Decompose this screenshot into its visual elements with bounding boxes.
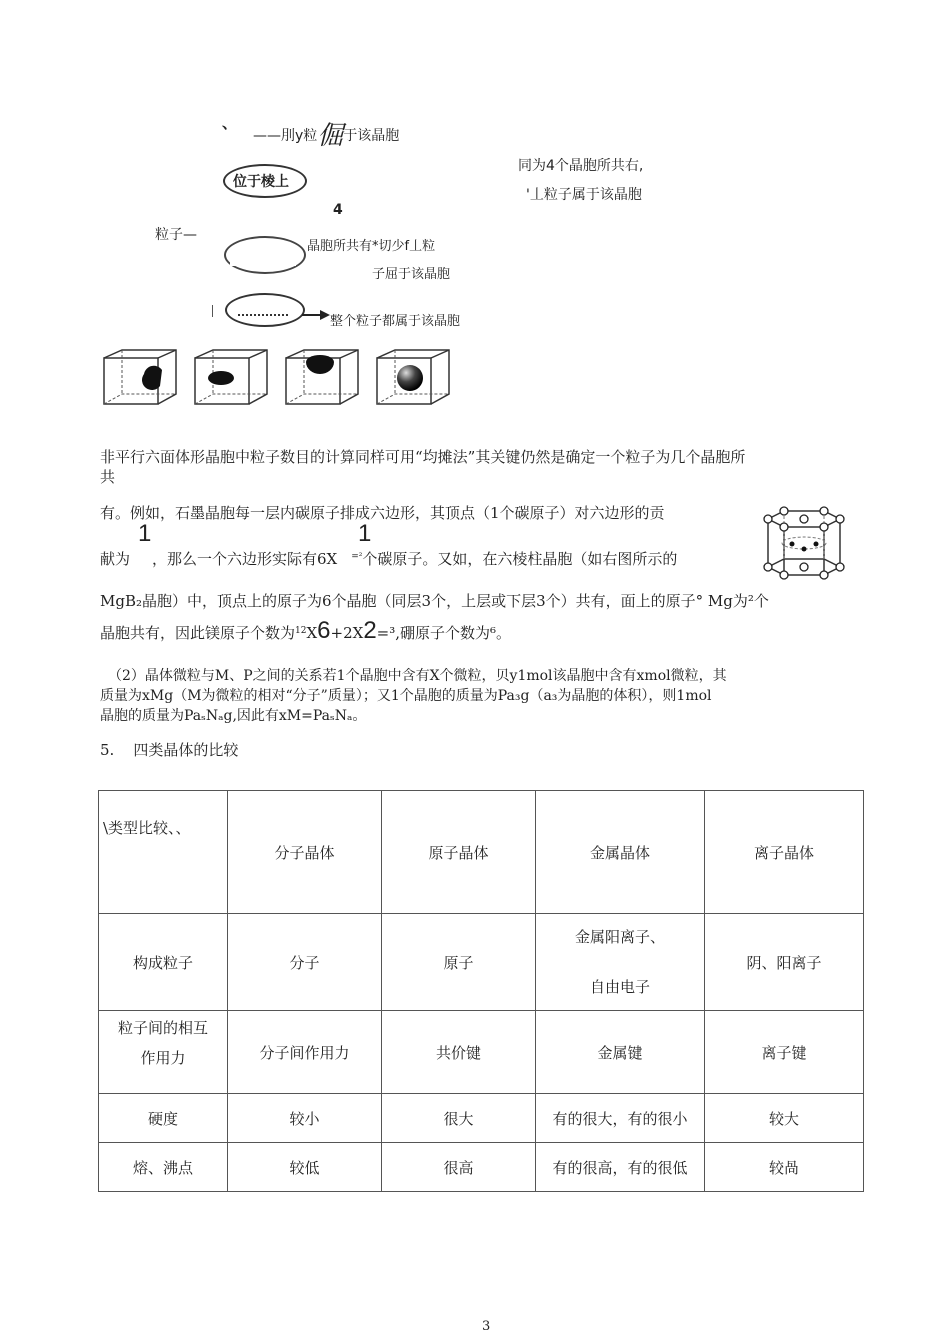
table-cell: 有的很高，有的很低 — [536, 1143, 705, 1192]
table-cell: 硬度 — [99, 1094, 228, 1143]
table-cell: 很高 — [382, 1143, 536, 1192]
para2-line2: 质量为xMg（M为微粒的相对“分子”质量）；又1个晶胞的质量为Pa₃g（a₃为晶胞的体积），则1mol — [100, 688, 712, 704]
table-header-cell: 金属晶体 — [536, 791, 705, 914]
top-right-line2: '丄粒子属于该晶胞 — [526, 187, 642, 203]
crystal-comparison-table — [98, 790, 864, 1192]
table-header-cell: 原子晶体 — [382, 791, 536, 914]
table-cell: 熔、沸点 — [99, 1143, 228, 1192]
table-header-cell: 离子晶体 — [705, 791, 864, 914]
cube-edge — [195, 350, 267, 404]
top-line3: 晶胞所共有*切少f丄粒 — [307, 239, 436, 254]
para1-line3: 有。例如，石墨晶胞每一层内碳原子排成六边形，其顶点（1个碳原子）对六边形的贡 — [100, 504, 665, 522]
para1-line6b: X — [306, 624, 318, 642]
particle-label: 粒子— — [155, 227, 197, 243]
table-cell: 离子键 — [705, 1011, 864, 1094]
table-row — [99, 914, 864, 1011]
cube-face — [286, 350, 358, 404]
arrow-icon — [302, 309, 332, 321]
table-header-cell: 分子晶体 — [228, 791, 382, 914]
cube-body — [377, 350, 449, 404]
para1-line6-big1: 6 — [317, 617, 331, 644]
table-row — [99, 1094, 864, 1143]
hex-prism-figure — [758, 505, 850, 585]
top-line1-tail: 于该晶胞 — [343, 128, 400, 144]
top-line1-text: ——刖y粒 — [253, 128, 318, 144]
para1-line6-sup: 12 — [295, 626, 307, 636]
table-cell: 共价键 — [382, 1011, 536, 1094]
table-cell: 有的很大，有的很小 — [536, 1094, 705, 1143]
table-cell: 构成粒子 — [99, 914, 228, 1011]
top-right-line1: 同为4个晶胞所共右, — [518, 158, 644, 174]
table-cell: 分子间作用力 — [228, 1011, 382, 1094]
para1-line6c: +2X — [330, 624, 364, 642]
top-line4: 子屈于该晶胞 — [372, 267, 451, 282]
para1-line6-big2: 2 — [363, 617, 377, 644]
para1-line4b: ，那么一个六边形实际有6X — [152, 550, 338, 568]
table-cell: 较低 — [228, 1143, 382, 1192]
para1-line5: MgB₂晶胞）中，顶点上的原子为6个晶胞（同层3个，上层或下层3个）共有，面上的原子° Mg为²个 — [100, 592, 769, 610]
oval-inside-dots — [238, 314, 288, 317]
top-four: 4 — [333, 202, 343, 218]
top-line1-big: 倔 — [317, 121, 344, 151]
para2-line1: （2）晶体微粒与M、P之间的关系若1个晶胞中含有X个微粒，贝y1mol该晶胞中含有xmol微粒，其 — [108, 668, 727, 684]
oval-face-mask — [230, 250, 296, 266]
para1-line6 — [100, 617, 511, 645]
oval-inside — [225, 293, 305, 327]
table-header-cell: \类型比较、、 — [99, 791, 228, 914]
page-number: 3 — [482, 1319, 491, 1334]
table-row — [99, 1011, 864, 1094]
table-cell: 原子 — [382, 914, 536, 1011]
table-cell: 分子 — [228, 914, 382, 1011]
table-cell: 较咼 — [705, 1143, 864, 1192]
table-cell: 很大 — [382, 1094, 536, 1143]
tick-mark — [212, 305, 213, 317]
table-cell: 粒子间的相互 作用力 — [99, 1011, 228, 1094]
frac2-numerator: 1 — [358, 520, 372, 547]
table-cell: 阴、阳离子 — [705, 914, 864, 1011]
para1-line1: 非平行六面体形晶胞中粒子数目的计算同样可用“均摊法”其关键仍然是确定一个粒子为几个晶胞所 — [100, 448, 746, 466]
para1-line6a: 晶胞共有，因此镁原子个数为 — [100, 624, 296, 642]
table-cell: 较大 — [705, 1094, 864, 1143]
table-cell: 较小 — [228, 1094, 382, 1143]
cube-vertex — [104, 350, 176, 404]
table-cell: 金属阳离子、 自由电子 — [536, 914, 705, 1011]
table-cell: 金属键 — [536, 1011, 705, 1094]
frac1-numerator: 1 — [138, 520, 152, 547]
top-line1 — [253, 115, 399, 152]
mark-dun: 、 — [222, 114, 238, 132]
section5-heading: 5. 四类晶体的比较 — [100, 741, 239, 759]
table-row — [99, 1143, 864, 1192]
table-header-row — [99, 791, 864, 914]
para1-line4-sup: =² — [351, 552, 363, 562]
para1-line2: 共 — [100, 468, 116, 486]
cube-figures — [100, 348, 450, 408]
para1-line4 — [100, 548, 677, 569]
para2-line3: 晶胞的质量为PaₛNₐg,因此有xM=PaₛNₐ。 — [100, 708, 367, 724]
oval-edge-label: 位于棱上 — [233, 174, 289, 190]
para1-line4c: 个碳原子。又如，在六棱柱晶胞（如右图所示的 — [362, 550, 678, 568]
para1-line6d: =³,硼原子个数为⁶。 — [376, 624, 512, 642]
top-line5: 整个粒子都属于该晶胞 — [330, 314, 461, 329]
para1-line4a: 献为 — [100, 550, 131, 568]
